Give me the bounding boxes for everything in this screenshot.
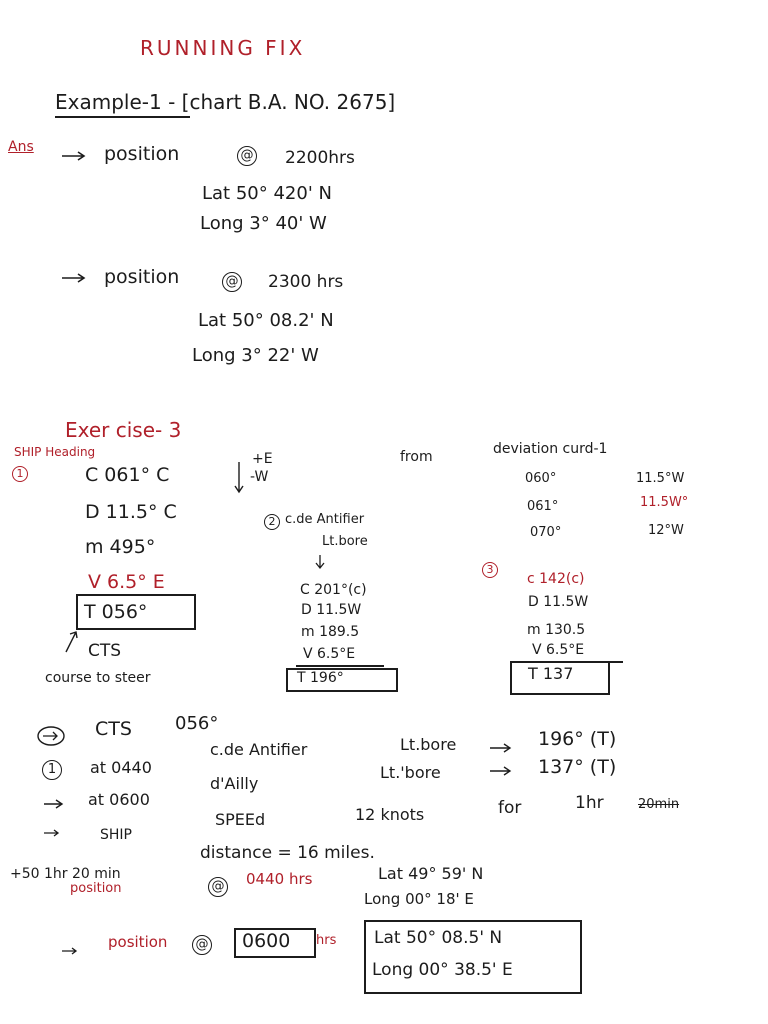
final-time: 0600: [242, 930, 291, 952]
arrow-right-icon: [42, 828, 62, 838]
for-struck-value: 20min: [638, 797, 680, 812]
arrow-right-icon: [60, 946, 80, 956]
pos1-time: 2200hrs: [285, 148, 355, 168]
dev-val-2: 11.5W°: [640, 495, 689, 510]
pos2-label: position: [104, 266, 180, 288]
arrow-right-icon: [60, 272, 90, 284]
dev-val-1: 11.5°W: [636, 471, 685, 486]
m-line: m 495°: [85, 536, 156, 558]
final-lat: Lat 50° 08.5' N: [374, 928, 503, 948]
step3-number: 3: [482, 562, 498, 578]
arrow-up-icon: [62, 628, 82, 654]
pos2-long: Long 3° 22' W: [192, 345, 319, 366]
distance-label: distance = 16 miles.: [200, 843, 375, 863]
final-hrs: hrs: [316, 933, 337, 948]
for-label: for: [498, 798, 522, 818]
pos1-long: Long 3° 40' W: [200, 213, 327, 234]
step2-t: T 196°: [297, 670, 344, 686]
step2-sum-line: [296, 665, 384, 667]
speed-value: 12 knots: [355, 805, 425, 824]
step3-c: c 142(c): [527, 571, 585, 587]
step2-title: c.de Antifier: [285, 512, 365, 527]
step2-d: D 11.5W: [301, 602, 362, 618]
step2-c: C 201°(c): [300, 582, 367, 598]
step2-sub: Lt.bore: [322, 534, 368, 549]
step3-m: m 130.5: [527, 622, 586, 638]
pos-time: 0440 hrs: [246, 870, 313, 888]
circled-arrow-icon: [36, 725, 66, 747]
ship-heading-label: SHIP Heading: [14, 445, 96, 459]
step3-t: T 137: [528, 664, 574, 683]
te-plus: +E: [252, 451, 273, 467]
v-line: V 6.5° E: [88, 571, 165, 593]
arrow-right-icon: [42, 798, 68, 810]
deviation-card-label: deviation curd-1: [493, 441, 608, 457]
dev-hdg-3: 070°: [530, 525, 562, 540]
d-line: D 11.5° C: [85, 501, 177, 523]
summary-cts-label: CTS: [95, 718, 132, 740]
from-label: from: [400, 449, 433, 465]
arrow-right-icon: [60, 150, 90, 162]
at-symbol-icon: @: [237, 146, 257, 166]
summary-cts-value: 056°: [175, 713, 219, 734]
final-long: Long 00° 38.5' E: [372, 960, 513, 980]
te-minus: -W: [250, 469, 269, 485]
line2-time: at 0440: [90, 758, 152, 777]
dev-val-3: 12°W: [648, 523, 684, 538]
step2-number: 2: [264, 514, 280, 530]
line2-bear: Lt.bore: [400, 735, 457, 754]
pos1-lat: Lat 50° 420' N: [202, 183, 332, 204]
pos-lat: Lat 49° 59' N: [378, 864, 484, 883]
step2-m: m 189.5: [301, 624, 360, 640]
dev-hdg-1: 060°: [525, 471, 557, 486]
line3-obj: d'Ailly: [210, 774, 259, 793]
min-label: +50 1hr 20 min: [10, 866, 121, 882]
course-to-steer-label: course to steer: [45, 670, 151, 686]
pos2-lat: Lat 50° 08.2' N: [198, 310, 334, 331]
arrow-down-icon: [232, 460, 246, 496]
step2-v: V 6.5°E: [303, 646, 356, 662]
at-symbol-icon: @: [192, 935, 212, 955]
page-title: RUNNING FIX: [140, 36, 306, 60]
line3-bear: Lt.'bore: [380, 763, 441, 782]
pos1-label: position: [104, 143, 180, 165]
pos2-time: 2300 hrs: [268, 272, 344, 292]
ans-label: Ans: [8, 139, 34, 155]
line3-val: 137° (T): [538, 756, 617, 778]
example-heading: Example-1 - [chart B.A. NO. 2675]: [55, 90, 396, 114]
arrow-right-icon: [488, 765, 514, 777]
dev-hdg-2: 061°: [527, 499, 559, 514]
line2-obj: c.de Antifier: [210, 740, 308, 759]
step1-number: 1: [12, 466, 28, 482]
t-line: T 056°: [84, 601, 148, 623]
pos-label: position: [70, 881, 122, 896]
line3-time: at 0600: [88, 790, 150, 809]
pos-long: Long 00° 18' E: [364, 890, 474, 908]
final-pos-label: position: [108, 933, 168, 951]
c-line: C 061° C: [85, 464, 170, 486]
at-symbol-icon: @: [208, 877, 228, 897]
line2-val: 196° (T): [538, 728, 617, 750]
exercise-heading: Exer cise- 3: [65, 418, 182, 442]
arrow-right-icon: [488, 742, 514, 754]
arrow-down-icon: [314, 553, 326, 571]
example-underline: [55, 116, 190, 118]
step3-v: V 6.5°E: [532, 642, 585, 658]
speed-label: SPEEd: [215, 810, 266, 829]
for-value: 1hr: [575, 793, 604, 813]
cts-label: CTS: [88, 641, 122, 661]
step3-d: D 11.5W: [528, 594, 589, 610]
ship-label: SHIP: [100, 827, 132, 843]
line2-number: 1: [42, 760, 62, 780]
at-symbol-icon: @: [222, 272, 242, 292]
